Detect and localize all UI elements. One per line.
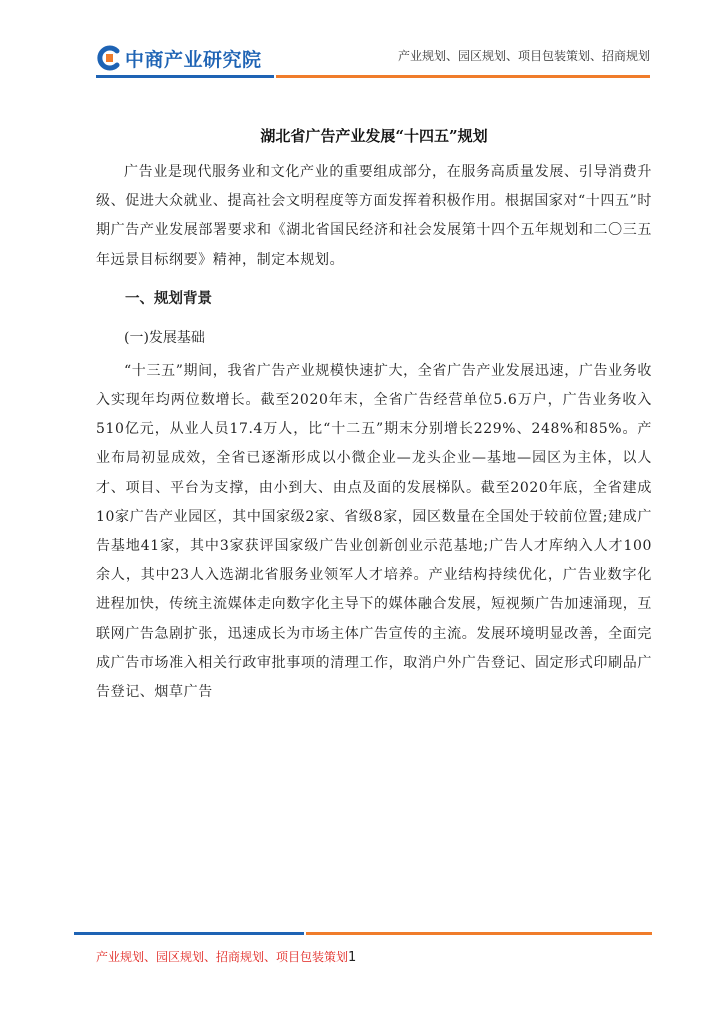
body-paragraph: “十三五”期间，我省广告产业规模快速扩大，全省广告产业发展迅速，广告业务收入实现年均两位数增长。截至2020年末，全省广告经营单位5.6万户，广告业务收入510亿元，从业人员17.4万人，比“十二五”期末分别增长229%、248%和85%。产业布局初显成效，全省已逐渐形成以小微企业—龙头企业—基地—园区为主体，以人才、项目、平台为支撑，由小到大、由点及面的发展梯队。截至2020年底，全省建成10家广告产业园区，其中国家级2家、省级8家，园区数量在全国处于较前位置;建成广告基地41家，其中3家获评国家级广告业创新创业示范基地;广告人才库纳入人才100余人，其中23人入选湖北省服务业领军人才培养。产业结构持续优化，广告业数字化进程加快，传统主流媒体走向数字化主导下的媒体融合发展，短视频广告加速涌现，互联网广告急剧扩张，迅速成长为市场主体广告宣传的主流。发展环境明显改善，全面完成广告市场准入相关行政审批事项的清理工作，取消户外广告登记、固定形式印刷品广告登记、烟草广告 xyxy=(96,362,652,701)
document-title: 湖北省广告产业发展“十四五”规划 xyxy=(260,127,488,145)
header-divider-orange xyxy=(276,75,650,78)
logo-text: 中商产业研究院 xyxy=(125,48,262,71)
header-divider-blue xyxy=(96,75,274,78)
subsection-heading-foundation: (一)发展基础 xyxy=(124,329,205,346)
header-tagline: 产业规划、园区规划、项目包装策划、招商规划 xyxy=(397,49,650,63)
footer-tagline: 产业规划、园区规划、招商规划、项目包装策划 xyxy=(96,950,349,964)
footer-divider-blue xyxy=(74,932,304,935)
logo-c-icon xyxy=(96,45,122,71)
section-heading-background: 一、规划背景 xyxy=(125,289,212,307)
footer-divider-orange xyxy=(306,932,652,935)
document-body xyxy=(96,118,652,707)
page-number: 1 xyxy=(348,950,357,965)
intro-paragraph: 广告业是现代服务业和文化产业的重要组成部分，在服务高质量发展、引导消费升级、促进大众就业、提高社会文明程度等方面发挥着积极作用。根据国家对“十四五”时期广告产业发展部署要求和《湖北省国民经济和社会发展第十四个五年规划和二〇三五年远景目标纲要》精神，制定本规划。 xyxy=(96,164,652,268)
company-logo xyxy=(96,44,262,72)
footer xyxy=(96,948,356,965)
